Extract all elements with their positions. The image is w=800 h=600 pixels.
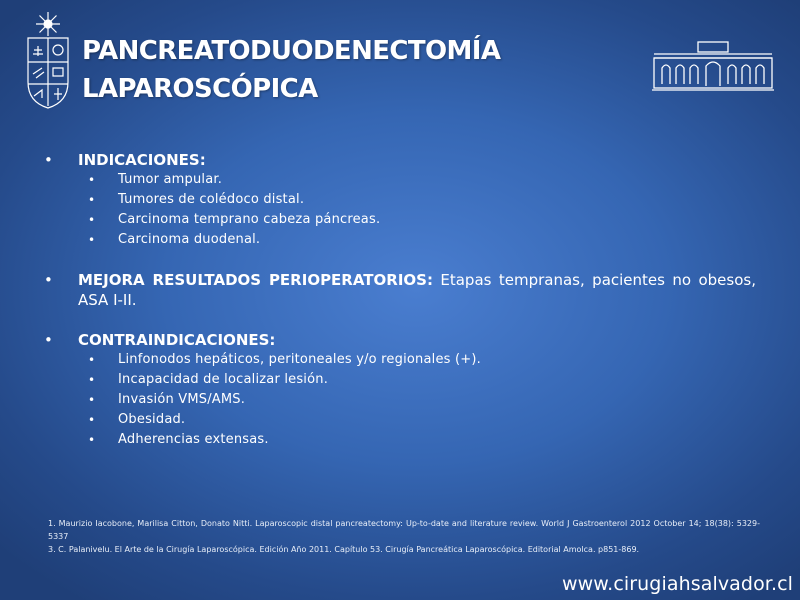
references	[48, 517, 760, 556]
list-item	[78, 190, 756, 210]
page-title	[82, 32, 602, 108]
section-indicaciones	[44, 150, 756, 250]
list-item	[78, 430, 756, 450]
bullet: •	[88, 193, 96, 207]
list-item	[78, 410, 756, 430]
section-heading: CONTRAINDICACIONES:	[78, 331, 276, 349]
list-item	[78, 210, 756, 230]
list-item-text: Tumores de colédoco distal.	[118, 192, 305, 207]
hospital-building-icon	[652, 40, 774, 92]
bullet: •	[44, 271, 53, 289]
reference-item: 3. C. Palanivelu. El Arte de la Cirugía Laparoscópica. Edición Año 2011. Capítulo 53. Cirugía Pancreática Laparoscópica. Editorial Amolca. p851-869.	[48, 545, 640, 554]
contraindicaciones-list	[78, 350, 756, 450]
bullet: •	[88, 373, 96, 387]
university-crest-icon	[22, 10, 74, 110]
list-item-text: Adherencias extensas.	[118, 432, 269, 447]
section-contraindicaciones	[44, 330, 756, 450]
list-item-text: Incapacidad de localizar lesión.	[118, 372, 329, 387]
reference-item: 1. Maurizio Iacobone, Marilisa Citton, Donato Nitti. Laparoscopic distal pancreatectomy: Up-to-date and literature review. World J Gastroenterol 2012 October 14; 18(38): 5329-5337	[48, 519, 760, 541]
bullet: •	[88, 413, 96, 427]
section-heading: MEJORA RESULTADOS PERIOPERATORIOS:	[78, 271, 433, 289]
bullet: •	[88, 353, 96, 367]
list-item	[78, 230, 756, 250]
list-item	[78, 170, 756, 190]
bullet: •	[88, 233, 96, 247]
title-line-2: LAPAROSCÓPICA	[82, 74, 318, 104]
list-item-text: Carcinoma duodenal.	[118, 232, 261, 247]
list-item-text: Invasión VMS/AMS.	[118, 392, 246, 407]
list-item-text: Obesidad.	[118, 412, 186, 427]
bullet: •	[88, 213, 96, 227]
indicaciones-list	[78, 170, 756, 250]
section-text: Etapas tempranas, pacientes no obesos, ASA I-II.	[78, 271, 756, 309]
slide-content	[44, 150, 756, 450]
list-item-text: Tumor ampular.	[118, 172, 223, 187]
title-line-1: PANCREATODUODENECTOMÍA	[82, 36, 501, 66]
bullet: •	[88, 173, 96, 187]
list-item	[78, 370, 756, 390]
list-item	[78, 390, 756, 410]
bullet: •	[88, 393, 96, 407]
section-mejora	[44, 270, 756, 310]
list-item-text: Carcinoma temprano cabeza páncreas.	[118, 212, 381, 227]
section-heading: INDICACIONES:	[78, 151, 206, 169]
website-link[interactable]: www.cirugiahsalvador.cl	[562, 573, 794, 595]
list-item-text: Linfonodos hepáticos, peritoneales y/o regionales (+).	[118, 352, 481, 367]
list-item	[78, 350, 756, 370]
section-paragraph	[78, 270, 756, 310]
bullet: •	[44, 331, 53, 349]
bullet: •	[88, 433, 96, 447]
bullet: •	[44, 151, 53, 169]
